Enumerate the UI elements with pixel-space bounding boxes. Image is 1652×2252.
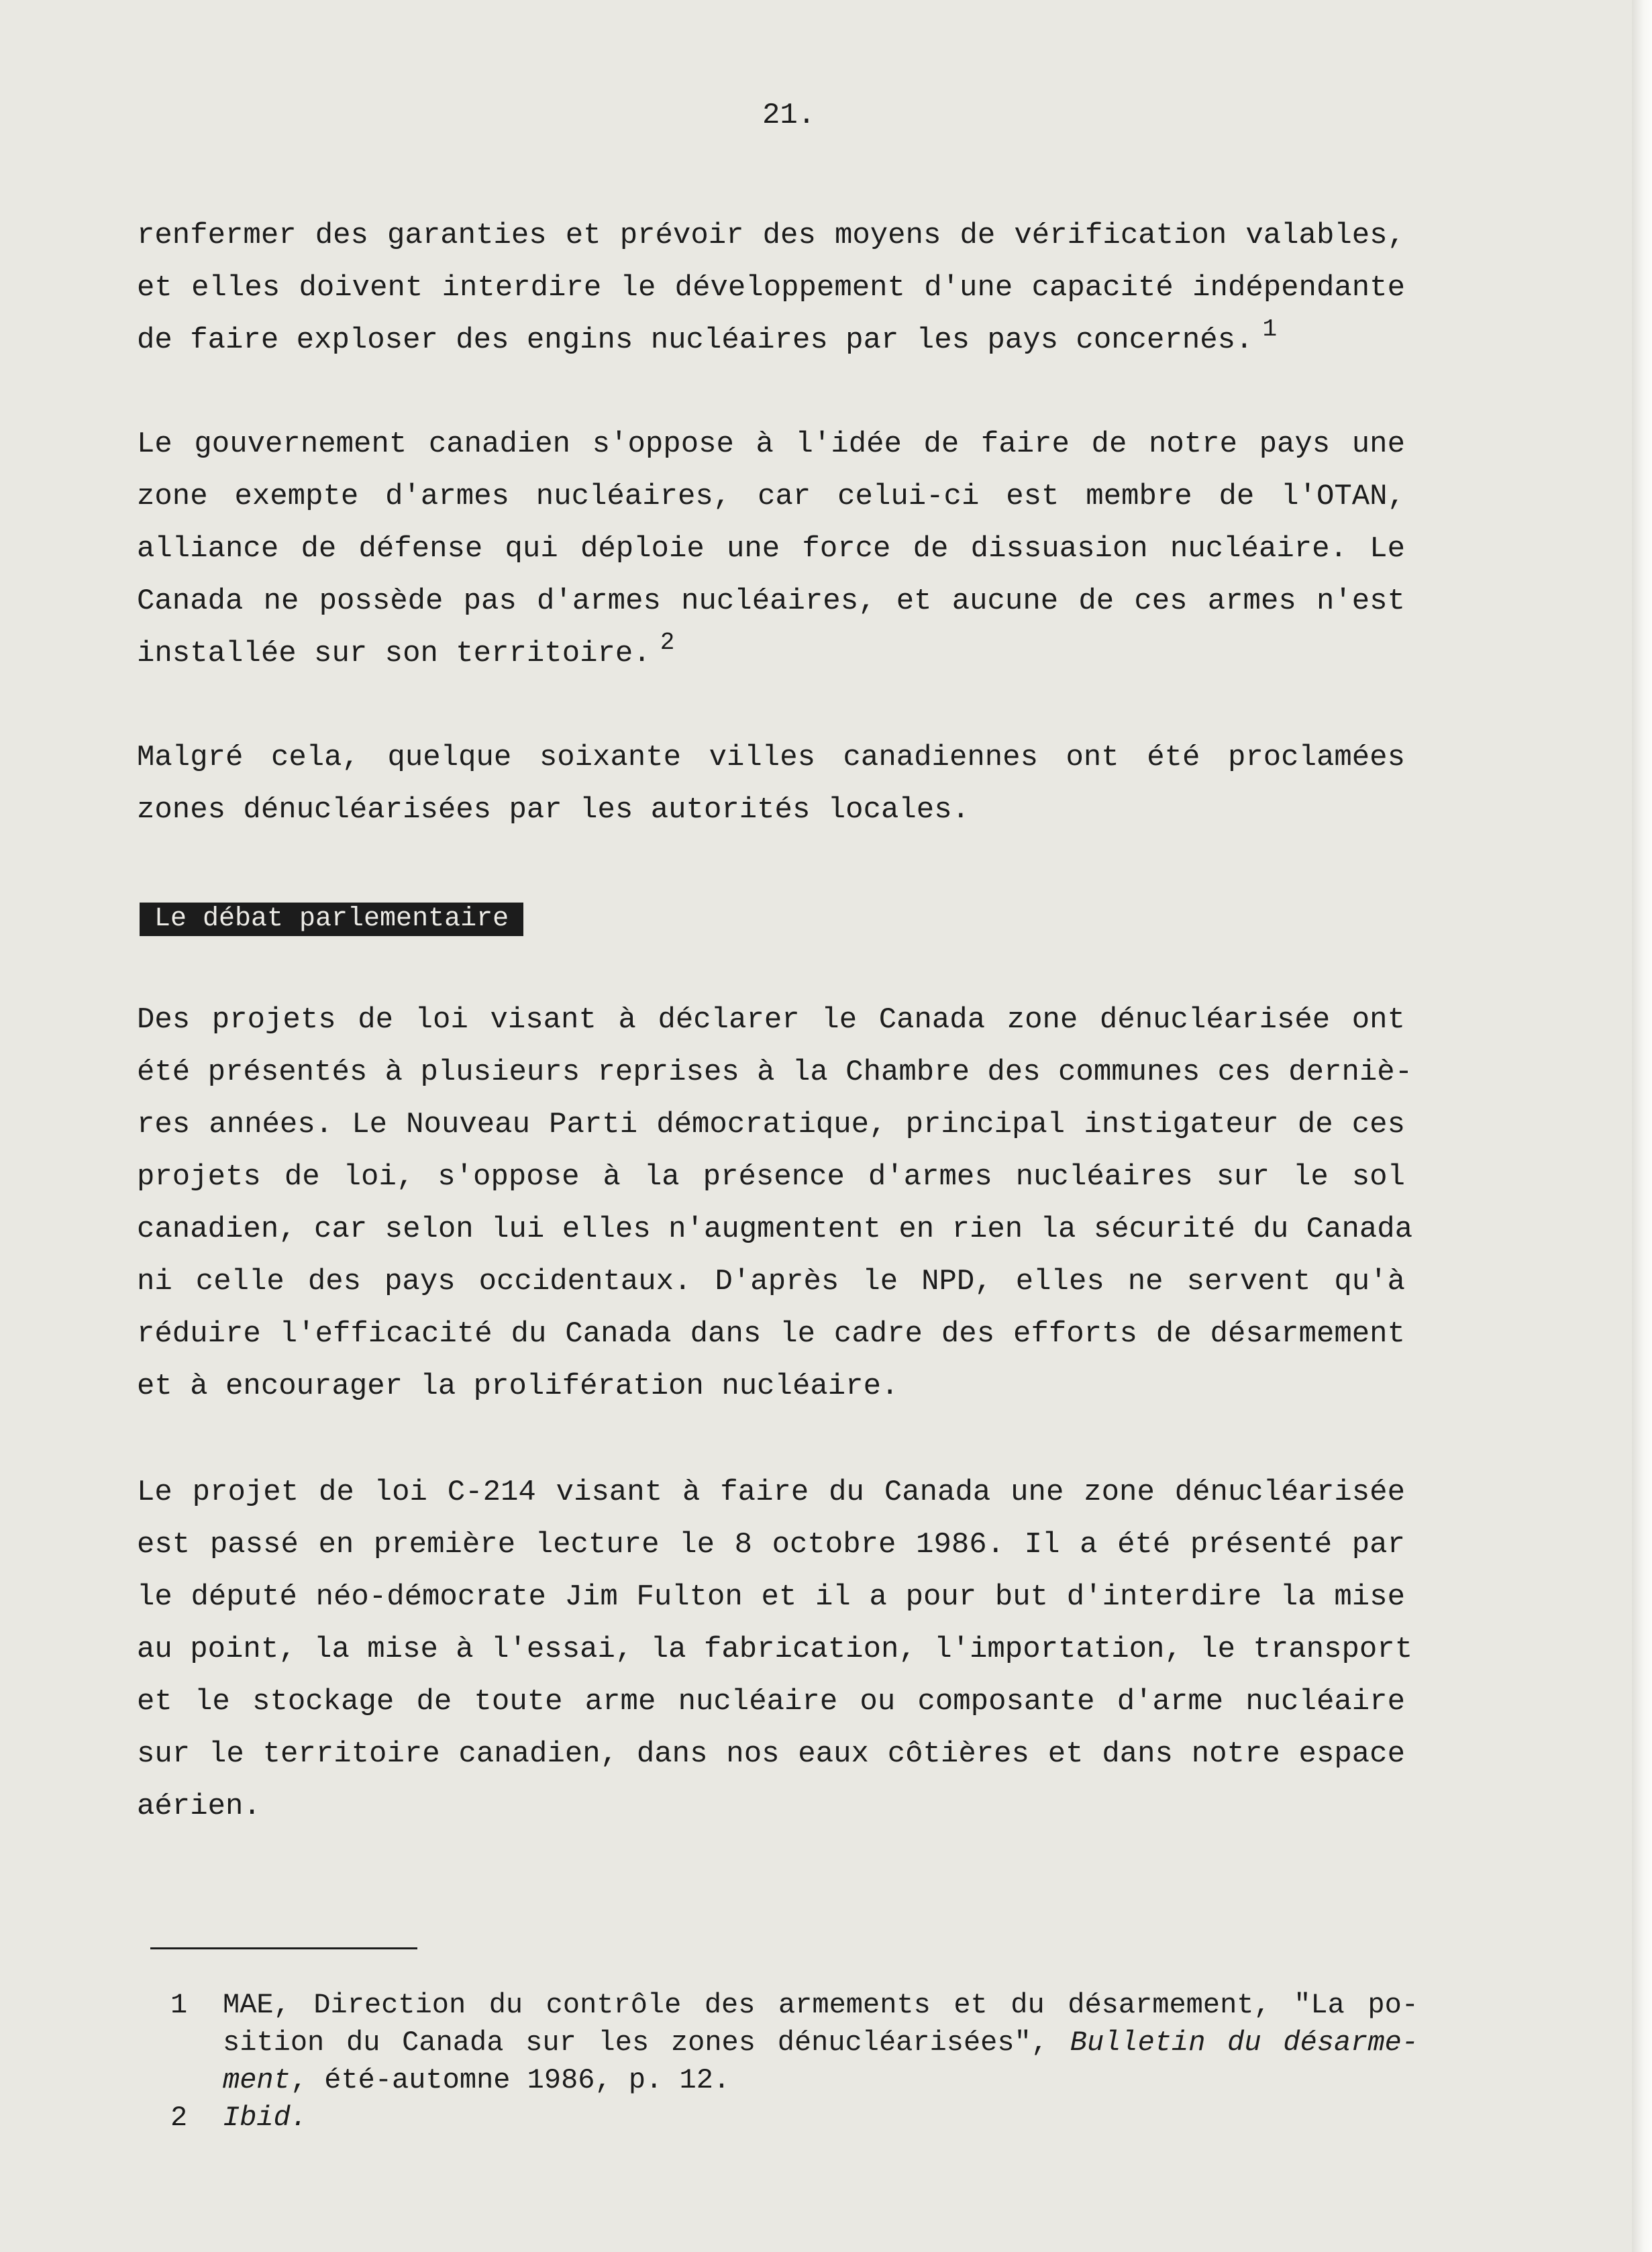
paragraph-2 — [137, 418, 1405, 680]
footnote-line: Ibid. — [223, 2102, 308, 2134]
paragraph-line: Des projets de loi visant à déclarer le Canada zone dénucléarisée ont — [137, 1003, 1405, 1037]
paragraph-4 — [137, 994, 1413, 1413]
paragraph-line: canadien, car selon lui elles n'augmentent en rien la sécurité du Canada — [137, 1213, 1413, 1246]
footnote-2 — [170, 2099, 1418, 2137]
footnote-line: MAE, Direction du contrôle des armements et du désarmement, "La po- — [223, 1989, 1418, 2021]
paragraph-line: aérien. — [137, 1790, 261, 1823]
paragraph-line: est passé en première lecture le 8 octobre 1986. Il a été présenté par — [137, 1528, 1405, 1562]
footnote-reference: 2 — [660, 629, 675, 656]
paragraph-line: réduire l'efficacité du Canada dans le cadre des efforts de désarmement — [137, 1317, 1405, 1351]
footnote-1 — [170, 1986, 1418, 2099]
paragraph-line: Canada ne possède pas d'armes nucléaires, et aucune de ces armes n'est — [137, 584, 1405, 618]
footnote-number: 2 — [170, 2102, 188, 2134]
paragraph-line: res années. Le Nouveau Parti démocratique, principal instigateur de ces — [137, 1108, 1405, 1141]
footnote-text: sition du Canada sur les zones dénucléarisées", — [223, 2027, 1070, 2059]
paragraph-line: et à encourager la prolifération nucléaire. — [137, 1370, 899, 1403]
paragraph-line: et elles doivent interdire le développement d'une capacité indépendante — [137, 271, 1405, 305]
footnote-text: , été-automne 1986, p. 12. — [290, 2064, 731, 2096]
footnote-publication-title: ment — [223, 2064, 291, 2096]
paragraph-line: projets de loi, s'oppose à la présence d'armes nucléaires sur le sol — [137, 1160, 1405, 1194]
footnotes — [170, 1986, 1418, 2137]
paragraph-3 — [137, 731, 1405, 836]
page-number: 21. — [762, 99, 816, 132]
paragraph-5 — [137, 1466, 1413, 1833]
footnote-publication-title: Bulletin du désarme- — [1070, 2027, 1418, 2059]
section-heading: Le débat parlementaire — [140, 903, 523, 936]
paragraph-line: au point, la mise à l'essai, la fabrication, l'importation, le transport — [137, 1633, 1413, 1666]
paragraph-line: renfermer des garanties et prévoir des moyens de vérification valables, — [137, 219, 1405, 252]
paragraph-1 — [137, 209, 1405, 366]
paragraph-line: alliance de défense qui déploie une force de dissuasion nucléaire. Le — [137, 532, 1405, 566]
paragraph-line: Malgré cela, quelque soixante villes canadiennes ont été proclamées — [137, 741, 1405, 774]
footnote-number: 1 — [170, 1989, 188, 2021]
paragraph-line: et le stockage de toute arme nucléaire ou composante d'arme nucléaire — [137, 1685, 1405, 1719]
footnote-line — [223, 2061, 1418, 2099]
page-edge — [1632, 0, 1652, 2252]
paragraph-line — [137, 627, 1405, 680]
paragraph-line — [137, 314, 1405, 366]
footnote-separator — [150, 1947, 417, 1949]
paragraph-line: Le projet de loi C-214 visant à faire du Canada une zone dénucléarisée — [137, 1476, 1405, 1509]
footnote-line — [223, 2024, 1418, 2061]
paragraph-line: sur le territoire canadien, dans nos eaux côtières et dans notre espace — [137, 1737, 1405, 1771]
paragraph-line: été présentés à plusieurs reprises à la Chambre des communes ces derniè- — [137, 1056, 1413, 1089]
paragraph-line: le député néo-démocrate Jim Fulton et il a pour but d'interdire la mise — [137, 1580, 1405, 1614]
paragraph-line-text: installée sur son territoire. — [137, 637, 651, 670]
paragraph-line: Le gouvernement canadien s'oppose à l'idée de faire de notre pays une — [137, 427, 1405, 461]
footnote-reference: 1 — [1262, 315, 1278, 343]
paragraph-line-text: de faire exploser des engins nucléaires par les pays concernés. — [137, 323, 1253, 357]
paragraph-line: ni celle des pays occidentaux. D'après le NPD, elles ne servent qu'à — [137, 1265, 1405, 1298]
paragraph-line: zone exempte d'armes nucléaires, car celui-ci est membre de l'OTAN, — [137, 480, 1405, 513]
paragraph-line: zones dénucléarisées par les autorités locales. — [137, 793, 970, 827]
